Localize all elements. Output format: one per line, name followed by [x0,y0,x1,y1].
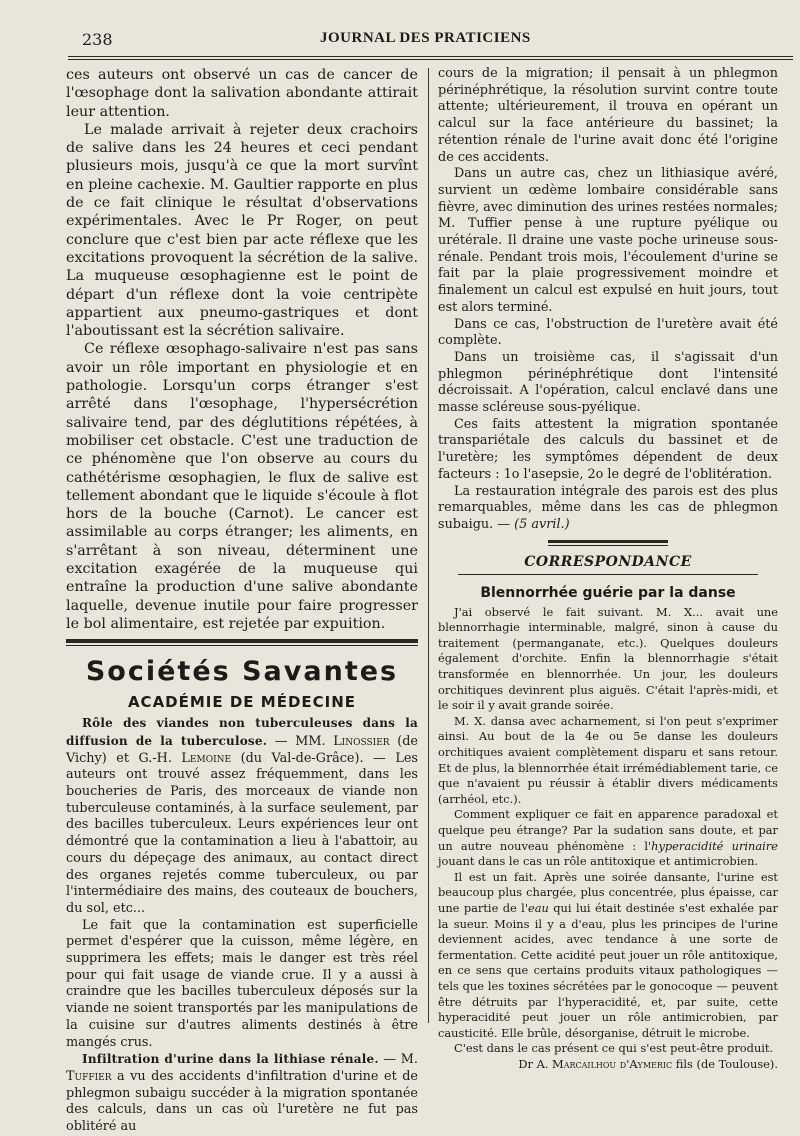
paragraph: Dans ce cas, l'obstruction de l'uretère avait été complète. [438,316,778,349]
text-run: fils (de Toulouse). [672,1056,778,1071]
text-run: (du Val-de-Grâce). — Les auteurs ont trouvé assez fréquemment, dans les boucheries de Paris, des morceaux de viande non tuberculeuse contaminés, à la surface seulement, par des bacilles tuberculeux. Leurs expériences leur ont démontré que la contamination a lieu à l'abattoir, au cours du dépeçage des animaux, au contact direct des organes rejetés comme tuberculeux, ou par l'intermédiaire des mains, des couteaux de bouchers, du sol, etc... [66,750,418,916]
section-separator [66,639,418,643]
paragraph: M. X. dansa avec acharnement, si l'on peut s'exprimer ainsi. Au bout de la 4e ou 5e danse les douleurs orchitiques avaient complètement disparu et sans retour. Et de plus, la blennorrhée était irrémédiablement tarie, ce que n'avaient pu réussir à établir divers médicaments (arrhéol, etc.). [438,713,778,806]
text-run: — MM. [267,733,334,749]
header-rule [68,56,793,57]
report-viandes [66,715,418,917]
academie-reports [66,715,418,1136]
paragraph [438,807,778,869]
report-rubric: Rôle des viandes non tuberculeuses dans la diffusion de la tuberculose. [66,716,418,748]
text-run: (de Vichy) et G.-H. [66,733,419,766]
date-note: (5 avril.) [514,516,570,532]
text-run: a vu des accidents d'infiltration d'urine et de phlegmon subaigu succéder à la migration spontanée des calculs, dans un cas où l'uretère ne fut pas oblitéré au [66,1068,418,1135]
author-name: Lemoine [181,750,232,766]
paragraph: Dans un troisième cas, il s'agissait d'un phlegmon périnéphrétique dont l'intensité décroissait. A l'opération, calcul enclavé dans une masse scléreuse sous-pyélique. [438,349,778,416]
paragraph [438,484,778,534]
paragraph: Ces faits attestent la migration spontanée transpariétale des calculs du bassinet et de l'uretère; les symptômes dépendent de deux facteurs : 1o l'asepsie, 2o le degré de l'oblitération. [438,416,778,482]
section-title: Sociétés Savantes [85,656,399,688]
page-header [0,0,800,60]
paragraph: ces auteurs ont observé un cas de cancer de l'œsophage dont la salivation abondante attirait leur attention. [66,67,418,120]
separator-rule [548,540,668,543]
paragraph: J'ai observé le fait suivant. M. X... avait une blennorrhagie interminable, malgré, sinon à cause du traitement (permanganate, etc.). Quelques douleurs également d'orchite. Enfin la blennorrhagie s'était transformée en blennorrhée. Un jour, les douleurs orchitiques devinrent plus aiguës. C'était l'après-midi, et le soir il y avait grande soirée. [438,604,778,713]
infiltration-continued [438,66,778,534]
report-rubric: Infiltration d'urine dans la lithiase rénale. [82,1052,379,1067]
left-column [66,66,418,1136]
cancer-article [66,66,418,633]
report-infiltration [66,1051,418,1136]
text-run: jouant dans le cas un rôle antitoxique et antimicrobien. [438,854,759,869]
text-run: — M. [378,1052,418,1068]
paragraph: Dans un autre cas, chez un lithiasique avéré, survient un œdème lombaire considérable sans fièvre, avec diminution des urines restées normales; M. Tuffier pense à une rupture pyélique ou urétérale. Il draine une vaste poche urineuse sous-rénale. Pendant trois mois, l'écoulement d'urine se fait par la plaie progressivement moindre et finalement un calcul est expulsé en huit jours, tout est alors terminé. [438,166,778,315]
text-run: qui lui était destinée s'est exhalée par la sueur. Moins il y a d'eau, plus les principes de l'urine deviennent acides, avec tendance à une sorte de fermentation. Cette acidité peut jouer un rôle antitoxique, en ce sens que certains produits vitaux pathologiques — tels que les toxines sécrétées par le gonocoque — peuvent être détruits par l'hyperacidité, et, par suite, cette hyperacidité peut jouer un rôle antimicrobien, par causticité. Elle brûle, désorganise, détruit le microbe. [438,900,778,1040]
correspondance-heading: CORRESPONDANCE [524,553,692,570]
paragraph: cours de la migration; il pensait à un phlegmon périnéphrétique, la résolution survint contre toute attente; ultérieurement, il trouva en opérant un calcul sur la face antérieure du bassinet; la rétention rénale de l'urine avait donc été l'origine de ces accidents. [438,66,778,165]
author-name: Tuffier [66,1068,112,1084]
blennorrhee-letter [438,605,778,1073]
paragraph: Le malade arrivait à rejeter deux crachoirs de salive dans les 24 heures et ceci pendant plusieurs mois, jusqu'à ce que la mort survînt en pleine cachexie. M. Gaultier rapporte en plus de ce fait clinique le résultat d'observations expérimentales. Avec le Pr Roger, on peut conclure que c'est bien par acte réflexe que les excitations provoquent la sécrétion de la salive. La muqueuse œsophagienne est le point de départ d'un réflexe dont la voie centripète appartient aux pneumo-gastriques et dont l'aboutissant est la sécrétion salivaire. [66,121,418,340]
author-name: Linossier [333,733,390,749]
paragraph: Le fait que la contamination est superficielle permet d'espérer que la cuisson, même légère, en supprimera les effets; mais le danger est très réel pour qui fait usage de viande crue. Il y a aussi à craindre que les bacilles tuberculeux déposés sur la viande ne soient transportés par les manipulations de la cuisine sur d'autres aliments destinés à être mangés crus. [66,917,418,1050]
page-number: 238 [82,30,113,49]
paragraph [438,870,778,1042]
paragraph: Ce réflexe œsophago-salivaire n'est pas sans avoir un rôle important en physiologie et en pathologie. Lorsqu'un corps étranger s'est arrêté dans l'œsophage, l'hypersécrétion salivaire tend, par des déglutitions répétées, à mobiliser cet obstacle. C'est une traduction de ce phénomène que l'on observe au cours du cathétérisme œsophagien, le flux de salive est tellement abondant que le liquide s'écoule à flot hors de la bouche (Carnot). Le cancer est assimilable au corps étranger; les aliments, en s'arrêtant à son niveau, déterminent une excitation exagérée de la muqueuse qui entraîne la production d'une salive abondante laquelle, devenue inutile pour faire progresser le bol alimentaire, est rejetée par expuition. [66,341,418,632]
right-column [438,66,778,1073]
correspondance-rule [458,574,758,575]
emphasis: eau [527,900,549,915]
separator-rule-thin [548,545,668,546]
column-divider [428,68,429,1023]
section-separator-thin [66,645,418,646]
header-rule-secondary [68,59,793,60]
text-run: La restauration intégrale des parois est des plus remarquables, même dans les cas de phlegmon subaigu. — [438,483,778,532]
text-run: Il est un fait. Après une soirée dansante, l'urine est beaucoup plus chargée, plus concentrée, plus épaisse, car une partie de l' [438,869,778,915]
emphasis: hyperacidité urinaire [651,838,778,853]
article-title: Blennorrhée guérie par la danse [480,584,736,601]
author-name: Marcailhou d'Aymeric [552,1056,673,1071]
text-run: Comment expliquer ce fait en apparence paradoxal et quelque peu étrange? Par la sudation sans doute, et par un autre nouveau phénomène : l' [438,807,778,853]
journal-title: JOURNAL DES PRATICIENS [320,30,531,46]
text-run: Dr A. [518,1056,553,1071]
signature [438,1057,778,1073]
society-heading: ACADÉMIE DE MÉDECINE [127,693,357,712]
paragraph: C'est dans le cas présent ce qui s'est peut-être produit. [454,1041,774,1056]
